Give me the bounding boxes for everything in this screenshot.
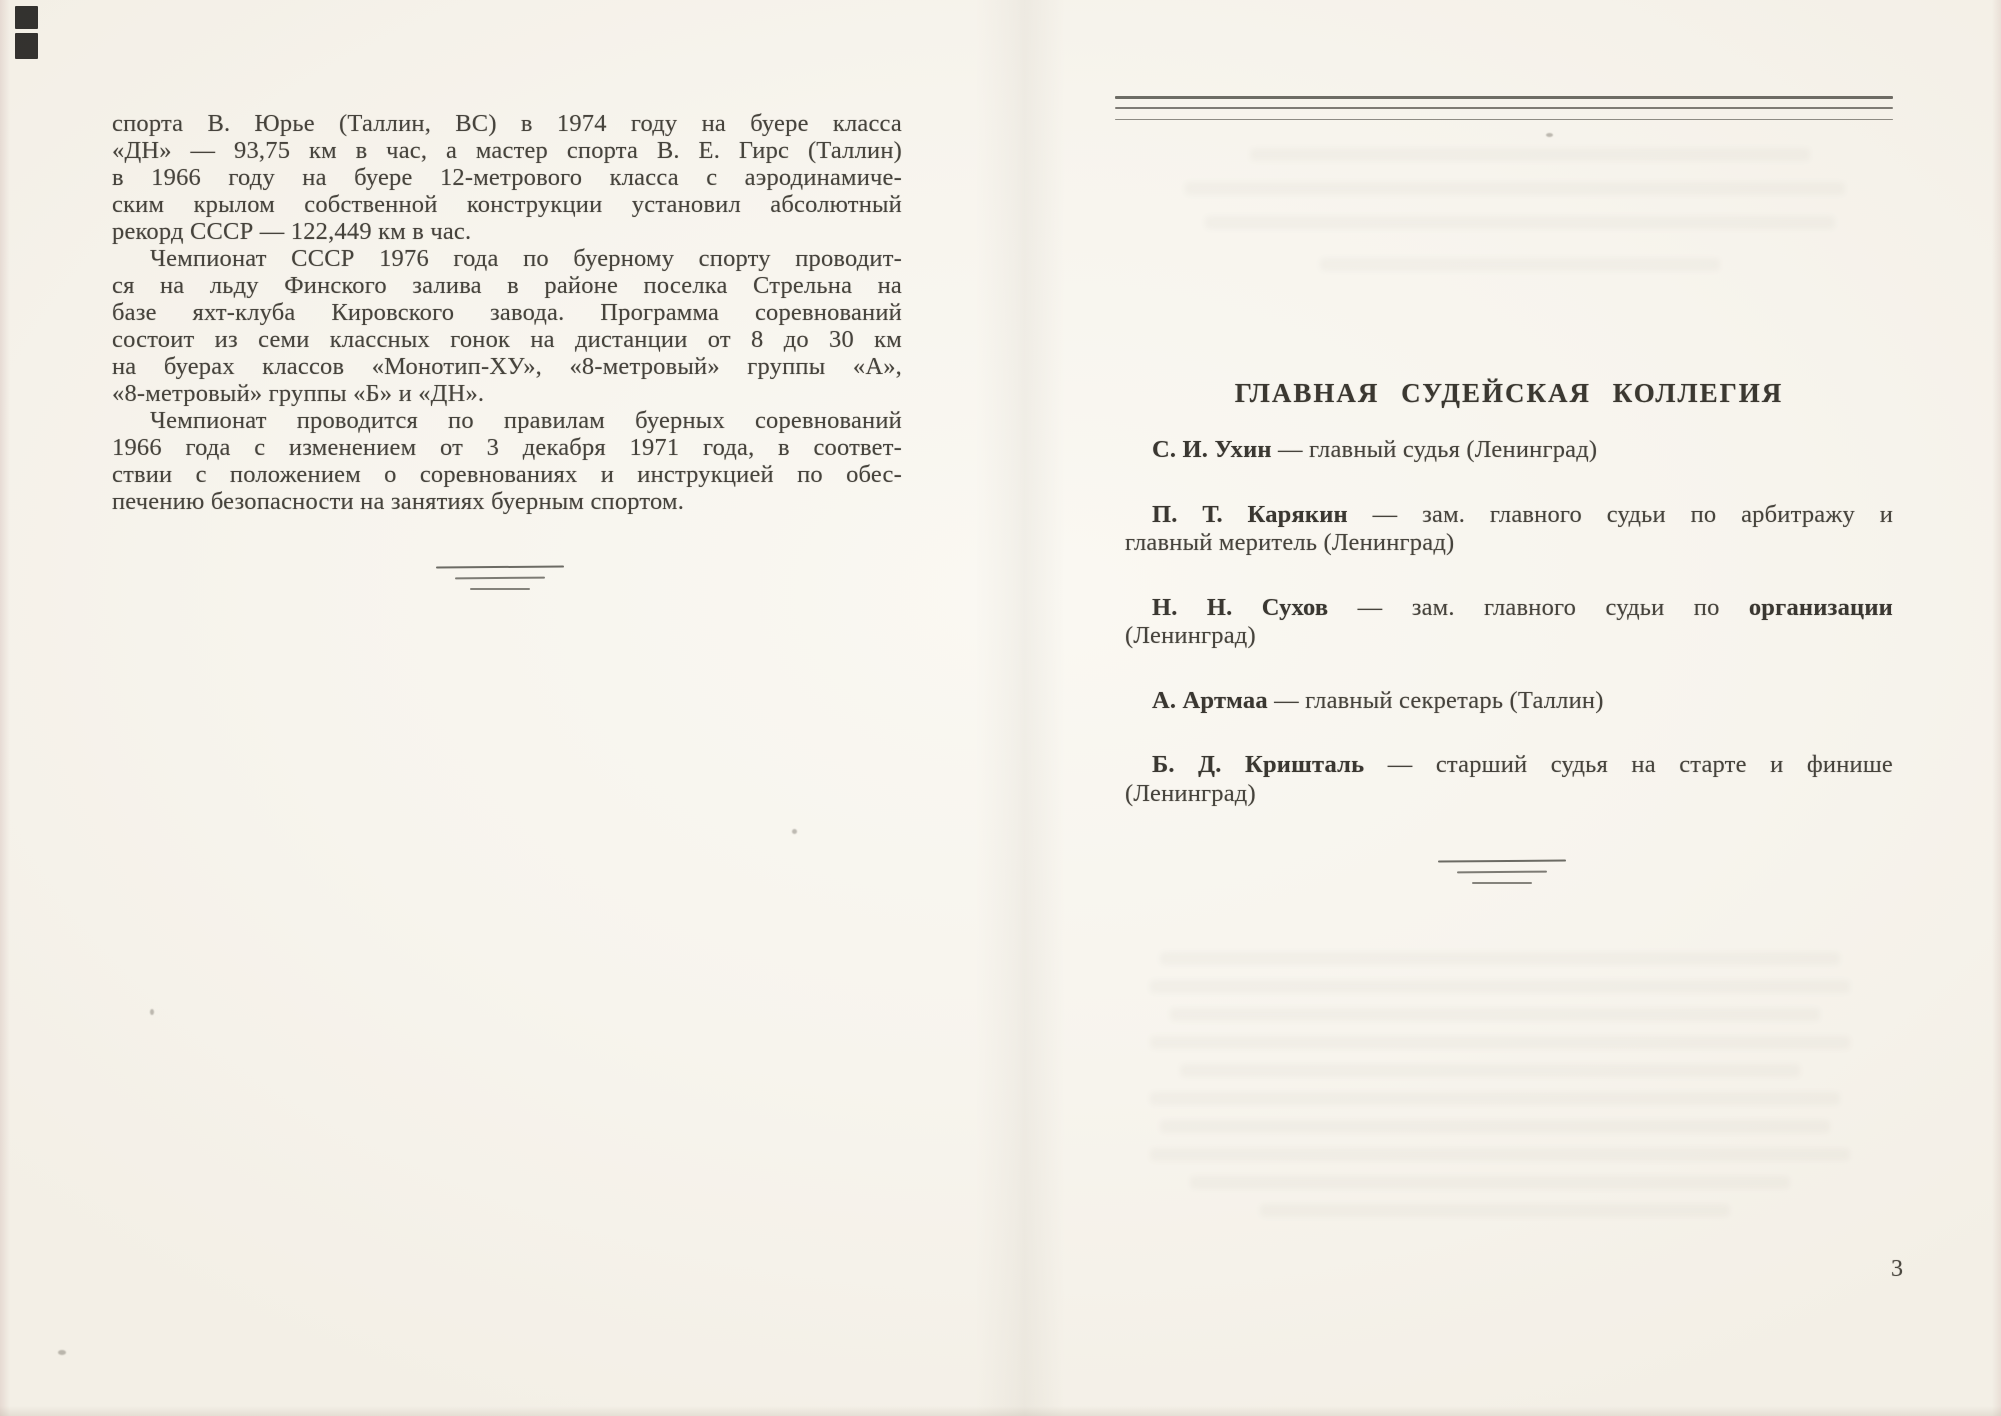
divider-line xyxy=(455,577,545,580)
left-page-text-block xyxy=(112,110,902,515)
text-line: состоит из семи классных гонок на дистанции от 8 до 30 км xyxy=(112,326,902,353)
section-heading: ГЛАВНАЯ СУДЕЙСКАЯ КОЛЛЕГИЯ xyxy=(1234,378,1784,408)
bleed-through-row xyxy=(1205,216,1835,229)
section-divider xyxy=(436,566,564,590)
rule-line xyxy=(1115,96,1893,99)
bleed-through-row xyxy=(1160,952,1840,965)
judge-role: — зам. главного судьи по xyxy=(1328,593,1749,621)
text-line xyxy=(1125,751,1893,780)
scan-edge-left xyxy=(0,0,10,1416)
text-line: печению безопасности на занятиях буерным спортом. xyxy=(112,488,685,515)
text-line: спорта В. Юрье (Таллин, ВС) в 1974 году на буере класса xyxy=(112,110,902,137)
divider-line xyxy=(1457,871,1547,874)
scan-registration-mark xyxy=(15,33,38,59)
bleed-through-row xyxy=(1250,148,1810,161)
judge-role-continued: главный меритель (Ленинград) xyxy=(1125,529,1455,556)
bleed-through-row xyxy=(1150,980,1850,993)
divider-line xyxy=(470,588,530,590)
divider-line xyxy=(436,566,564,569)
text-line: рекорд СССР — 122,449 км в час. xyxy=(112,218,472,245)
bleed-through-row xyxy=(1150,1036,1850,1049)
bleed-through-row xyxy=(1160,1120,1830,1133)
text-line xyxy=(1125,436,1893,465)
dust-speck xyxy=(150,1009,154,1015)
text-line: «ДН» — 93,75 км в час, а мастер спорта В. Е. Гирс (Таллин) xyxy=(112,137,902,164)
judge-role: — старший судья на старте и финише xyxy=(1364,751,1894,778)
text-line xyxy=(1125,594,1893,623)
divider-line xyxy=(1472,882,1532,884)
judge-entry xyxy=(1125,436,1893,465)
text-line xyxy=(1125,501,1893,530)
dust-speck xyxy=(792,829,797,834)
text-line xyxy=(1125,687,1893,716)
judge-list xyxy=(1125,436,1893,844)
bleed-through-row xyxy=(1150,1148,1850,1161)
text-line: ским крылом собственной конструкции установил абсолютный xyxy=(112,191,902,218)
dust-speck xyxy=(58,1350,66,1355)
judge-role-emphasis: организации xyxy=(1748,593,1893,621)
bleed-through-row xyxy=(1150,1092,1840,1105)
judge-entry xyxy=(1125,687,1893,716)
judge-role: — зам. главного судьи по арбитражу и xyxy=(1347,500,1894,528)
scan-registration-mark xyxy=(15,6,38,29)
text-line: базе яхт-клуба Кировского завода. Программа соревнований xyxy=(112,299,902,326)
bleed-through-row xyxy=(1180,1064,1800,1077)
judge-entry xyxy=(1125,501,1893,558)
judge-name: П. Т. Карякин xyxy=(1152,500,1348,528)
bleed-through-row xyxy=(1170,1008,1820,1021)
dust-speck xyxy=(1546,133,1553,137)
text-line: Чемпионат проводится по правилам буерных соревнований xyxy=(150,407,902,434)
scan-edge-right xyxy=(1992,0,2001,1416)
rule-line xyxy=(1115,107,1893,109)
chapter-head-rule xyxy=(1115,96,1893,120)
bleed-through-row xyxy=(1260,1204,1730,1217)
judge-entry xyxy=(1125,751,1893,808)
rule-line xyxy=(1115,119,1893,121)
page-number: 3 xyxy=(1891,1256,1903,1282)
page-gutter-shadow xyxy=(975,0,1065,1416)
bleed-through-row xyxy=(1190,1176,1790,1189)
judge-role-continued: (Ленинград) xyxy=(1125,622,1256,649)
judge-name: С. И. Ухин xyxy=(1152,436,1272,463)
judge-role: — главный судья (Ленинград) xyxy=(1271,436,1598,463)
bleed-through-row xyxy=(1320,258,1720,271)
judge-entry xyxy=(1125,594,1893,651)
section-divider xyxy=(1438,860,1566,884)
judge-role-continued: (Ленинград) xyxy=(1125,779,1256,807)
text-line: ствии с положением о соревнованиях и инструкцией по обес- xyxy=(112,461,902,488)
text-line: на буерах классов «Монотип-ХУ», «8-метровый» группы «А», xyxy=(112,353,902,380)
judge-name: Б. Д. Кришталь xyxy=(1152,751,1365,778)
bleed-through-row xyxy=(1185,182,1845,195)
text-line: «8-метровый» группы «Б» и «ДН». xyxy=(112,380,485,407)
text-line: 1966 года с изменением от 3 декабря 1971 года, в соответ- xyxy=(112,434,902,461)
judge-role: — главный секретарь (Таллин) xyxy=(1267,686,1604,714)
text-line: Чемпионат СССР 1976 года по буерному спорту проводит- xyxy=(150,245,902,272)
judge-name: А. Артмаа xyxy=(1152,686,1268,714)
divider-line xyxy=(1438,860,1566,863)
text-line: ся на льду Финского залива в районе поселка Стрельна на xyxy=(112,272,902,299)
judge-name: Н. Н. Сухов xyxy=(1152,593,1329,621)
text-line: в 1966 году на буере 12-метрового класса с аэродинамиче- xyxy=(112,164,902,191)
